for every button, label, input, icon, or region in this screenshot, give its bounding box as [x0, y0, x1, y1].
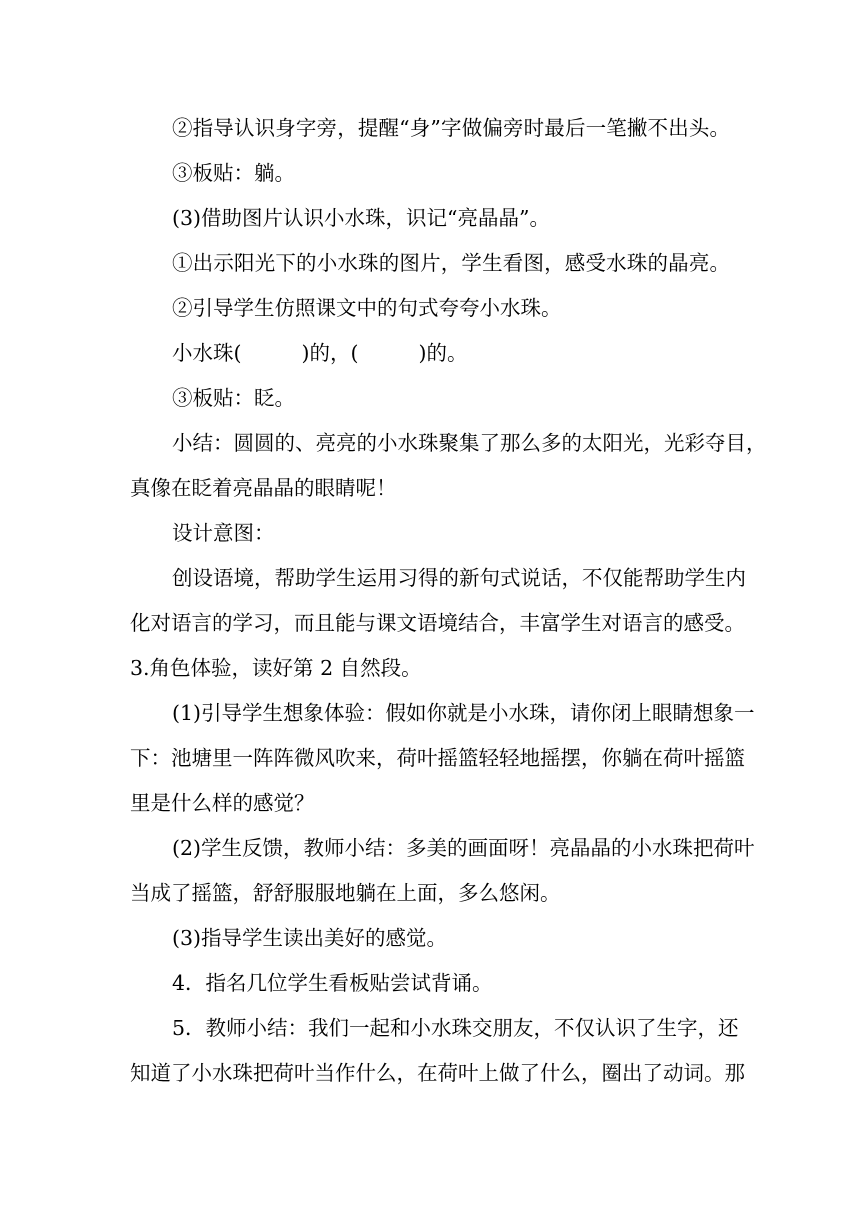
blank-suffix: )的。 — [418, 341, 468, 365]
blank-middle: )的，( — [301, 341, 359, 365]
text-line: (3)借助图片认识小水珠，识记“亮晶晶”。 — [172, 206, 550, 230]
text-line: ③板贴：躺。 — [172, 161, 295, 185]
text-line: (1)引导学生想象体验：假如你就是小水珠，请你闭上眼睛想象一 — [172, 701, 755, 725]
text-line: 创设语境，帮助学生运用习得的新句式说话，不仅能帮助学生内 — [172, 566, 746, 590]
text-line: 5．教师小结：我们一起和小水珠交朋友，不仅认识了生字，还 — [172, 1016, 739, 1040]
text-line: ③板贴：眨。 — [172, 386, 295, 410]
fill-in-blank-line — [172, 339, 730, 367]
text-line: 当成了摇篮，舒舒服服地躺在上面，多么悠闲。 — [130, 881, 561, 905]
section-heading: 3.角色体验，读好第 2 自然段。 — [130, 656, 422, 680]
text-line: 4．指名几位学生看板贴尝试背诵。 — [172, 971, 493, 995]
text-line: (2)学生反馈，教师小结：多美的画面呀！亮晶晶的小水珠把荷叶 — [172, 836, 755, 860]
blank-prefix: 小水珠( — [172, 341, 242, 365]
text-line: ②引导学生仿照课文中的句式夸夸小水珠。 — [172, 296, 562, 320]
text-line: 知道了小水珠把荷叶当作什么，在荷叶上做了什么，圈出了动词。那 — [130, 1061, 745, 1085]
text-line: 下：池塘里一阵阵微风吹来，荷叶摇篮轻轻地摇摆，你躺在荷叶摇篮 — [130, 746, 745, 770]
text-line: (3)指导学生读出美好的感觉。 — [172, 926, 448, 950]
text-line: 里是什么样的感觉？ — [130, 791, 315, 815]
text-line: 真像在眨着亮晶晶的眼睛呢！ — [130, 476, 397, 500]
text-line: 小结：圆圆的、亮亮的小水珠聚集了那么多的太阳光，光彩夺目， — [172, 431, 767, 455]
text-line: ②指导认识身字旁，提醒“身”字做偏旁时最后一笔撇不出头。 — [172, 116, 730, 140]
section-label: 设计意图： — [172, 521, 275, 545]
text-line: ①出示阳光下的小水珠的图片，学生看图，感受水珠的晶亮。 — [172, 251, 730, 275]
text-line: 化对语言的学习，而且能与课文语境结合，丰富学生对语言的感受。 — [130, 611, 745, 635]
